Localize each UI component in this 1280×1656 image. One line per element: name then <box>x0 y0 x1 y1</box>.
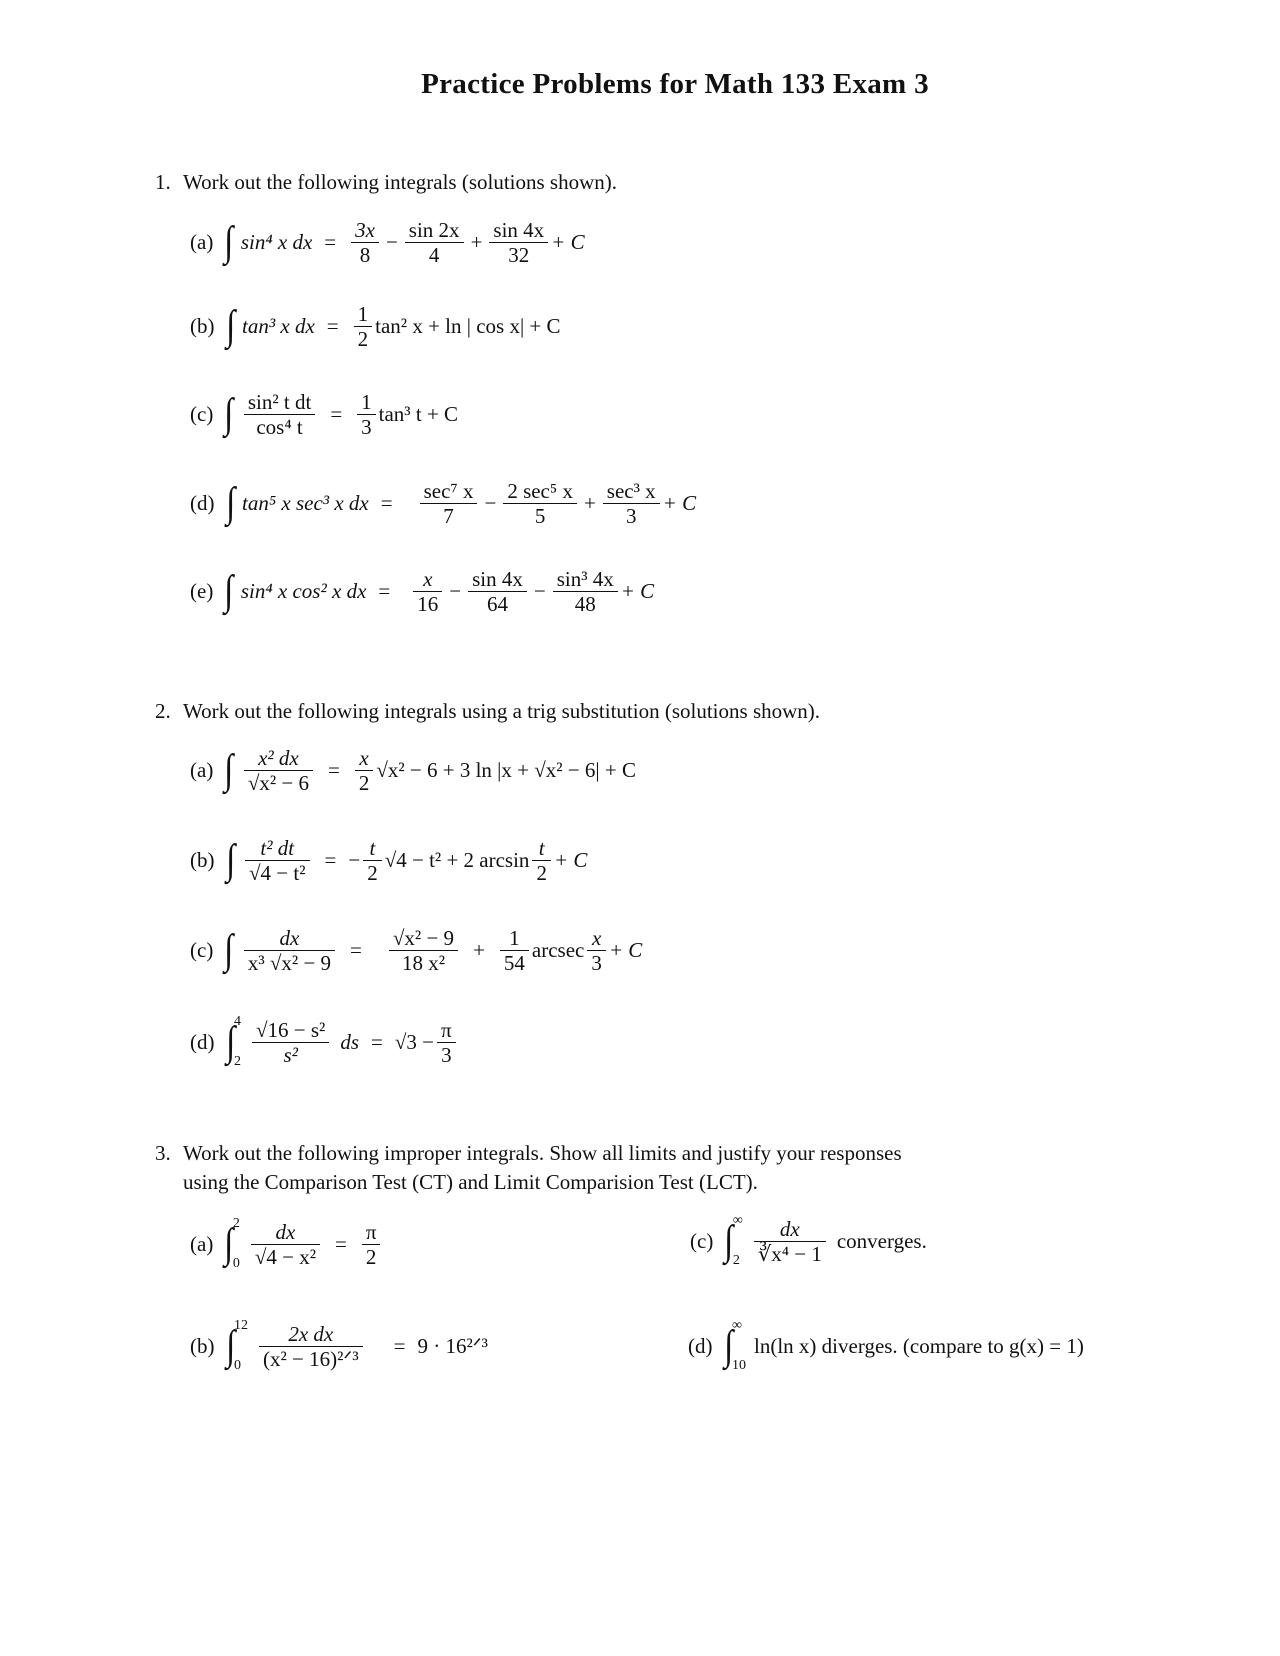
fraction <box>357 390 376 439</box>
result: converges. <box>836 1228 927 1253</box>
upper-limit: ∞ <box>732 1318 742 1333</box>
numerator: x <box>413 567 442 592</box>
fraction <box>468 567 527 616</box>
denominator: 3 <box>591 950 602 975</box>
numerator: x <box>355 746 374 771</box>
problem-1b <box>190 296 561 356</box>
fraction <box>405 218 464 267</box>
equals: = <box>326 313 339 338</box>
numerator: π <box>362 1220 381 1245</box>
result: tan² x + ln | cos x| + C <box>375 313 561 338</box>
numerator: sec⁷ x <box>420 479 478 504</box>
result: ln(ln x) diverges. (compare to g(x) = 1) <box>754 1333 1084 1358</box>
integral-sign: ∫ <box>225 837 235 883</box>
integral-sign: ∫ <box>224 747 234 793</box>
denominator: √x² − 6 <box>247 770 309 795</box>
integral-sign: ∫ <box>224 391 234 437</box>
fraction <box>355 746 374 795</box>
denominator: 2 <box>357 326 369 351</box>
constant: + C <box>662 490 697 515</box>
operator: − <box>484 490 497 515</box>
denominator: 7 <box>443 503 454 528</box>
problem-3b <box>190 1316 488 1376</box>
problem-2c <box>190 920 642 980</box>
numerator: sin³ 4x <box>553 567 618 592</box>
numerator: dx <box>754 1217 826 1242</box>
equals: = <box>378 578 391 603</box>
equals: = <box>371 1029 383 1054</box>
numerator: π <box>437 1018 456 1043</box>
denominator: 48 <box>574 591 596 616</box>
problem-1c <box>190 384 458 444</box>
upper-limit: ∞ <box>732 1213 743 1228</box>
denominator: 2 <box>536 860 547 885</box>
denominator: 2 <box>365 1244 377 1269</box>
equals: = <box>328 757 340 782</box>
label: (d) <box>190 1029 215 1054</box>
label: (c) <box>190 401 214 426</box>
page-title: Practice Problems for Math 133 Exam 3 <box>421 68 929 100</box>
integrand: sin⁴ x cos² x dx <box>240 578 367 603</box>
lower-limit: 2 <box>732 1253 740 1268</box>
label: (a) <box>190 757 214 782</box>
numerator: x² dx <box>244 746 313 771</box>
fraction <box>389 926 458 975</box>
integrand-fraction <box>259 1322 363 1371</box>
problem-3c <box>690 1211 927 1271</box>
section-text: Work out the following integrals using a trig substitution (solutions shown). <box>183 699 821 723</box>
fraction <box>420 479 478 528</box>
result-part: √4 − t² + 2 arcsin <box>384 847 530 872</box>
numerator: sin 2x <box>405 218 464 243</box>
problem-2d <box>190 1012 459 1072</box>
numerator: 1 <box>354 302 373 327</box>
integrand: sin⁴ x dx <box>240 229 313 254</box>
result: 9 · 16²ᐟ³ <box>417 1333 488 1358</box>
problem-3a <box>190 1214 383 1274</box>
integral-sign: ∫ <box>225 1019 235 1065</box>
fraction <box>603 479 660 528</box>
equals: = <box>324 847 337 872</box>
integrand-fraction <box>244 390 315 439</box>
denominator: 5 <box>534 503 546 528</box>
label: (a) <box>190 1231 214 1256</box>
constant: + C <box>608 937 643 962</box>
label: (d) <box>688 1333 713 1358</box>
fraction <box>351 218 379 267</box>
fraction <box>354 302 373 351</box>
integral-sign: ∫ <box>224 219 234 265</box>
section-text-continued: using the Comparison Test (CT) and Limit Comparision Test (LCT). <box>183 1170 758 1194</box>
numerator: sin 4x <box>468 567 527 592</box>
label: (b) <box>190 847 215 872</box>
problem-2a <box>190 740 636 800</box>
limits <box>233 1216 240 1272</box>
lower-limit: 10 <box>732 1358 747 1373</box>
label: (d) <box>190 490 215 515</box>
integral-sign: ∫ <box>724 1218 734 1264</box>
integrand: tan³ x dx <box>242 313 315 338</box>
integrand-fraction <box>244 746 313 795</box>
fraction <box>553 567 618 616</box>
operator: + <box>583 490 596 515</box>
numerator: t <box>532 836 551 861</box>
numerator: t <box>363 836 382 861</box>
operator: − <box>533 578 546 603</box>
denominator: x³ √x² − 9 <box>247 950 332 975</box>
numerator: √16 − s² <box>252 1018 329 1043</box>
integral-sign: ∫ <box>225 480 235 526</box>
fraction <box>413 567 442 616</box>
upper-limit: 2 <box>232 1216 240 1231</box>
integrand-fraction <box>252 1018 329 1067</box>
denominator: 3 <box>625 503 637 528</box>
differential: ds <box>340 1029 360 1054</box>
upper-limit: 4 <box>234 1014 242 1029</box>
problem-1e <box>190 561 654 621</box>
equals: = <box>330 401 343 426</box>
integral-sign: ∫ <box>225 303 235 349</box>
limits <box>732 1318 746 1374</box>
denominator: 2 <box>358 770 370 795</box>
constant: + C <box>553 847 588 872</box>
label: (b) <box>190 313 215 338</box>
numerator: 2x dx <box>259 1322 363 1347</box>
numerator: 2 sec⁵ x <box>503 479 577 504</box>
equals: = <box>335 1231 347 1256</box>
denominator: s² <box>283 1042 298 1067</box>
limits <box>733 1213 743 1269</box>
fraction <box>437 1018 456 1067</box>
denominator: 3 <box>361 414 372 439</box>
denominator: 4 <box>428 242 440 267</box>
denominator: 8 <box>359 242 371 267</box>
label: (a) <box>190 229 214 254</box>
denominator: √4 − t² <box>249 860 306 885</box>
result: √x² − 6 + 3 ln |x + √x² − 6| + C <box>376 757 636 782</box>
equals: = <box>380 490 393 515</box>
fraction <box>500 926 529 975</box>
problem-2b <box>190 830 587 890</box>
integrand-fraction <box>754 1217 826 1266</box>
lower-limit: 0 <box>232 1256 240 1271</box>
numerator: dx <box>251 1220 320 1245</box>
denominator: 18 x² <box>401 950 445 975</box>
operator: + <box>473 937 485 962</box>
operator: + <box>470 229 483 254</box>
integrand-fraction <box>251 1220 320 1269</box>
result-part: arcsec <box>531 937 585 962</box>
equals: = <box>350 937 362 962</box>
label: (c) <box>690 1228 714 1253</box>
label: (b) <box>190 1333 215 1358</box>
numerator: x <box>587 926 606 951</box>
limits <box>234 1318 248 1374</box>
denominator: 2 <box>367 860 378 885</box>
fraction <box>532 836 551 885</box>
section-number: 1. <box>155 170 171 194</box>
upper-limit: 12 <box>234 1318 249 1333</box>
section-2-heading <box>155 697 820 726</box>
denominator: 32 <box>508 242 530 267</box>
denominator: 16 <box>417 591 439 616</box>
operator: − <box>449 578 462 603</box>
numerator: 1 <box>500 926 529 951</box>
numerator: 1 <box>357 390 376 415</box>
section-number: 3. <box>155 1141 171 1165</box>
denominator: 54 <box>503 950 525 975</box>
numerator: √x² − 9 <box>389 926 458 951</box>
fraction <box>362 1220 381 1269</box>
integrand: tan⁵ x sec³ x dx <box>242 490 369 515</box>
constant: + C <box>551 229 585 254</box>
integrand-fraction <box>244 926 335 975</box>
operator: − <box>385 229 398 254</box>
problem-3d <box>688 1316 1084 1376</box>
denominator: √4 − x² <box>254 1244 316 1269</box>
integral-sign: ∫ <box>225 1323 235 1369</box>
equals: = <box>324 229 337 254</box>
equals: = <box>393 1333 406 1358</box>
denominator: cos⁴ t <box>256 414 303 439</box>
section-text: Work out the following integrals (solutions shown). <box>183 170 618 194</box>
problem-1d <box>190 473 696 533</box>
denominator: 3 <box>441 1042 452 1067</box>
integral-sign: ∫ <box>224 927 234 973</box>
numerator: sin² t dt <box>244 390 315 415</box>
denominator: 64 <box>486 591 508 616</box>
lower-limit: 0 <box>234 1358 242 1373</box>
section-number: 2. <box>155 699 171 723</box>
lower-limit: 2 <box>234 1054 242 1069</box>
integrand-fraction <box>245 836 310 885</box>
fraction <box>587 926 606 975</box>
section-text: Work out the following improper integrals. Show all limits and justify your responses <box>183 1141 902 1165</box>
result: √3 − <box>394 1029 435 1054</box>
denominator: ∛x⁴ − 1 <box>757 1241 822 1266</box>
integral-sign: ∫ <box>723 1323 733 1369</box>
integral-sign: ∫ <box>224 568 234 614</box>
fraction <box>489 218 548 267</box>
label: (e) <box>190 578 214 603</box>
numerator: t² dt <box>245 836 310 861</box>
fraction <box>363 836 382 885</box>
numerator: dx <box>244 926 335 951</box>
result: tan³ t + C <box>378 401 459 426</box>
section-3-heading <box>155 1139 902 1197</box>
numerator: 3x <box>351 218 379 243</box>
problem-1a <box>190 212 585 272</box>
section-1-heading <box>155 168 617 197</box>
numerator: sin 4x <box>489 218 548 243</box>
integral-sign: ∫ <box>224 1221 234 1267</box>
constant: + C <box>620 578 655 603</box>
denominator: (x² − 16)²ᐟ³ <box>263 1346 359 1371</box>
numerator: sec³ x <box>603 479 660 504</box>
operator: − <box>348 847 361 872</box>
fraction <box>503 479 577 528</box>
label: (c) <box>190 937 214 962</box>
